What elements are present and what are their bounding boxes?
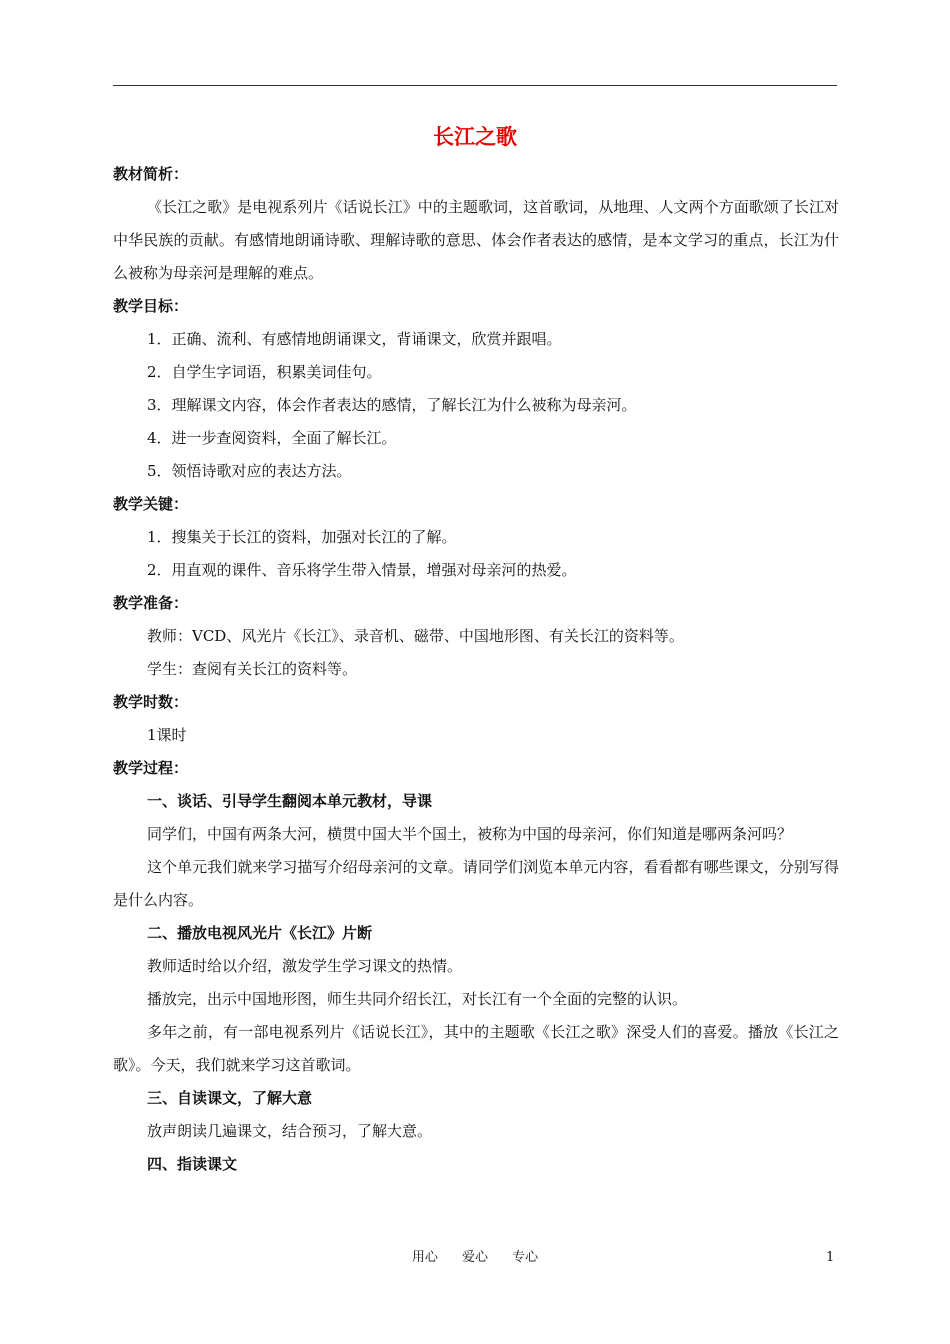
section-heading-analysis: 教材简析：: [113, 165, 189, 183]
step-title: 三、自读课文，了解大意: [147, 1089, 313, 1107]
step-paragraph: 放声朗读几遍课文，结合预习，了解大意。: [147, 1122, 433, 1140]
goal-item: 1．正确、流利、有感情地朗诵课文，背诵课文，欣赏并跟唱。: [147, 330, 562, 348]
key-item: 1．搜集关于长江的资料，加强对长江的了解。: [147, 528, 457, 546]
footer-word: 用心: [411, 1250, 438, 1265]
footer-motto: [0, 1248, 950, 1268]
prep-student: 学生：查阅有关长江的资料等。: [147, 660, 358, 678]
goal-item: 3．理解课文内容，体会作者表达的感情，了解长江为什么被称为母亲河。: [147, 396, 637, 414]
step-paragraph: 多年之前，有一部电视系列片《话说长江》，其中的主题歌《长江之歌》深受人们的喜爱。播放《长江之歌》。今天，我们就来学习这首歌词。: [113, 1023, 839, 1074]
hours-value: 1课时: [147, 726, 187, 744]
section-heading-prep: 教学准备：: [113, 594, 189, 612]
footer-word: 爱心: [461, 1250, 488, 1265]
header-rule: [113, 85, 837, 86]
footer-word: 专心: [512, 1250, 539, 1265]
section-heading-process: 教学过程：: [113, 759, 189, 777]
step-paragraph: 教师适时给以介绍，激发学生学习课文的热情。: [147, 957, 463, 975]
step-title: 一、谈话、引导学生翻阅本单元教材，导课: [147, 792, 433, 810]
page-number: 1: [826, 1250, 835, 1265]
step-title: 四、指读课文: [147, 1155, 238, 1173]
goal-item: 5．领悟诗歌对应的表达方法。: [147, 462, 352, 480]
goal-item: 4．进一步查阅资料，全面了解长江。: [147, 429, 397, 447]
step-paragraph: 同学们，中国有两条大河，横贯中国大半个国土，被称为中国的母亲河，你们知道是哪两条河吗？: [147, 825, 793, 843]
analysis-paragraph: 《长江之歌》是电视系列片《话说长江》中的主题歌词，这首歌词，从地理、人文两个方面歌颂了长江对中华民族的贡献。有感情地朗诵诗歌、理解诗歌的意思、体会作者表达的感情，是本文学习的重点，长江为什么被称为母亲河是理解的难点。: [113, 198, 839, 282]
goal-item: 2．自学生字词语，积累美词佳句。: [147, 363, 382, 381]
prep-teacher: 教师：VCD、风光片《长江》、录音机、磁带、中国地形图、有关长江的资料等。: [147, 627, 684, 645]
document-title: 长江之歌: [433, 124, 517, 149]
section-heading-keys: 教学关键：: [113, 495, 189, 513]
document-body: [113, 158, 839, 1181]
step-paragraph: 这个单元我们就来学习描写介绍母亲河的文章。请同学们浏览本单元内容，看看都有哪些课文，分别写得是什么内容。: [113, 858, 839, 909]
step-paragraph: 播放完，出示中国地形图，师生共同介绍长江，对长江有一个全面的完整的认识。: [147, 990, 688, 1008]
section-heading-goals: 教学目标：: [113, 297, 189, 315]
section-heading-hours: 教学时数：: [113, 693, 189, 711]
key-item: 2．用直观的课件、音乐将学生带入情景，增强对母亲河的热爱。: [147, 561, 577, 579]
step-title: 二、播放电视风光片《长江》片断: [147, 924, 373, 942]
